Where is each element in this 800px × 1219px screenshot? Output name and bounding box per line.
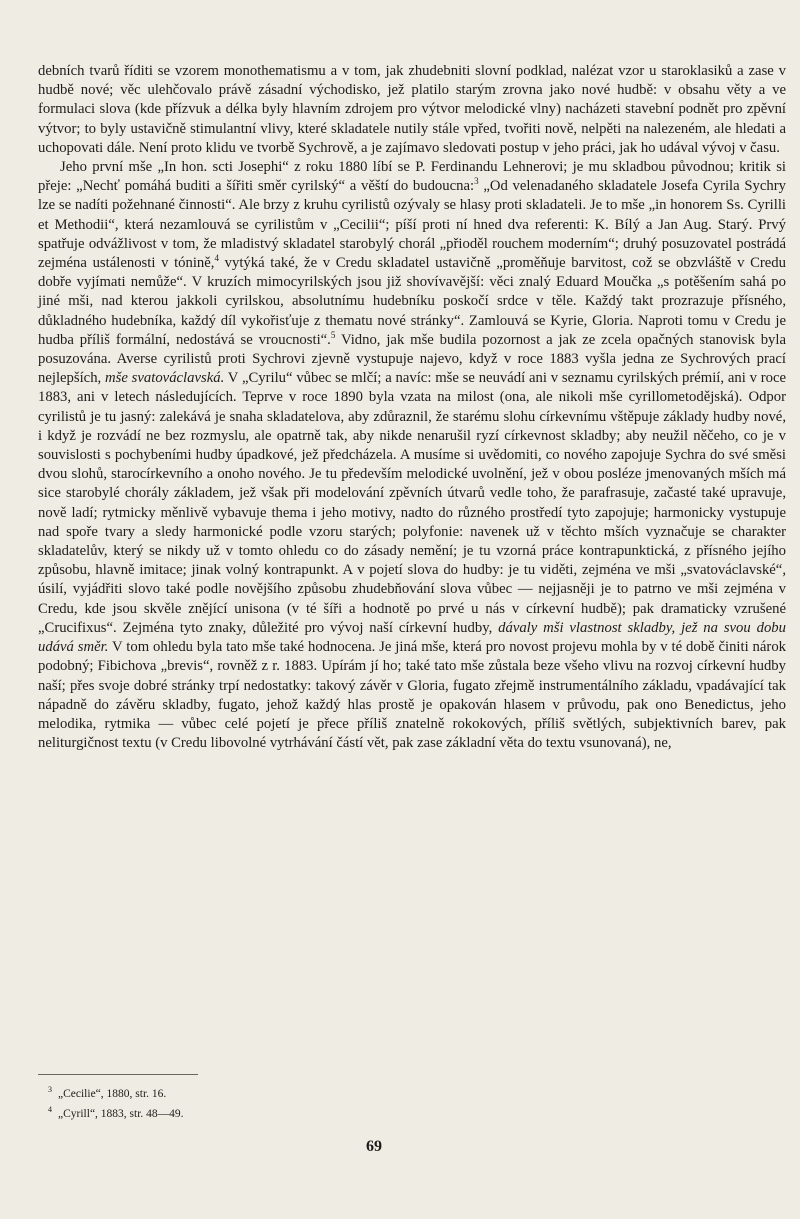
footnote-ref-3: 3 (474, 176, 479, 187)
footnote-ref-4: 4 (214, 253, 219, 264)
paragraph-2-part-a: Jeho první mše „In hon. scti Josephi“ z roku 1880 líbí se P. Ferdinandu Lehnerovi; je mu skladbou původnou; kritik si přeje: „Nechť pomáhá buditi a šířiti směr cyrilský“ a věští do budoucna: (38, 159, 786, 195)
paragraph-2-part-d: Vidno, jak mše budila pozornost a jak ze zcela opačných stanovisk byla posuzována. Averse cyrilistů proti Sychrovi zjevně vystupuje najevo, když v roce 1883 vyšla jedna ze Sychrových prací nejlepších, (38, 331, 786, 387)
body-text (38, 62, 786, 753)
footnote-number: 4 (48, 1104, 52, 1114)
footnote-number: 3 (48, 1085, 52, 1094)
paragraph-2-part-f: V tom ohledu byla tato mše také hodnocena. Je jiná mše, která pro novost projevu mohla by v té době činiti nárok podobný; Fibichova „brevis“, rovněž z r. 1883. Upírám jí ho; také tato mše zůstala beze všeho vlivu na rozvoj církevní hudby naší; přes svoje dobré stránky trpí nedostatky: takový závěr v Gloria, fugato zřejmě instrumentálního základu, vpadávající tak nápadně do závěru skladby, fugato, jehož každý hlas prostě je opakován hlasem v průvodu, pak ono Benedictus, jeho melodika, rytmika — vůbec celé pojetí je přece příliš znatelně rokokových, příliš světlých, subjektivních barev, pak neliturgičnost textu (v Credu libovolné vytrhávání částí vět, pak zase základní věta do textu vsunovaná), ne, (38, 639, 787, 752)
footnote-divider (38, 1074, 198, 1075)
emphasis-mass-title: mše svatováclavská. (105, 370, 225, 387)
paragraph-2-part-c: vytýká také, že v Credu skladatel ustavičně „proměňuje barvitost, což se obzvláště v Credu dobře vyjímati nemůže“. V kruzích mimocyrilských jsou již shovívavější: věci znalý Eduard Moučka „s potěšením sahá po jiné mši, nad kterou jakkoli cyrilskou, absolutnímu hudebníku poskočí srdce v těle. Každý takt prozrazuje přísného, důkladného hudebníka, každý díl vykořisťuje z thematu nové stránky“. Zamlouvá se Kyrie, Gloria. Naproti tomu v Credu je hudba příliš formální, nedostává se vroucnosti“. (38, 255, 786, 348)
footnote-4 (48, 1102, 728, 1122)
page-number: 69 (366, 1138, 382, 1155)
emphasis-direction: dávaly mši vlastnost skladby, jež na svou dobu udává směr. (38, 619, 786, 656)
paragraph-1: debních tvarů říditi se vzorem monothematismu a v tom, jak zhudebniti slovní podklad, nalézat vzor u staroklasiků a zase v hudbě nové; věc ulehčovalo právě zásadní východisko, jež platilo starým zrovna jako nové hudbě: v obsahu věty a ve formulaci slova (kde přízvuk a délka byly hlavním zdrojem pro výtvor melodické vlny) nacházeti stavební podnět pro zpěvní výtvor; to byly ustavičně stimulantní vlivy, které skladatele nutily stále vpřed, tvořiti nově, nelpěti na nalezeném, ale hledati a uchopovati dále. Není proto klidu ve tvorbě Sychrově, a je zajímavo sledovati postup v jeho práci, jak ho udával vývoj v času. (38, 63, 786, 156)
paragraph-2 (38, 158, 786, 753)
paragraph-2-part-e: V „Cyrilu“ vůbec se mlčí; a navíc: mše se neuvádí ani v seznamu cyrilských prémií, ani v roce 1883, ani v letech následujících. Teprve v roce 1890 byla vzata na milost (ona, ale nikoli mše cyrillometodějská). Odpor cyrilistů je tu jasný: zalekává je snaha skladatelova, aby zdůraznil, že starému slohu církevnímu vštěpuje základy hudby nové, i když je rozvádí ne bez rozmyslu, ale opatrně tak, aby nikde nenarušil ryzí církevnost skladby; aby neužil něčeho, co je v souvislosti s pochybeními hudby úpadkové, jež předcházela. A musíme si uvědomiti, co nového zapojuje Sychra do své směsi dvou slohů, starocírkevního a onoho nového. Je tu především melodické uvolnění, jež v obou posléze jmenovaných mších má sice starobylé chorály základem, jež však při modelování zpěvních útvarů vedle toho, že parafrasuje, začasté také upravuje, nově ladí; rytmicky měnlivě vybavuje thema i jeho motivy, nadto do různého prostředí tyto zapojuje; harmonicky vystupuje nad spoře tvary a sledy harmonické podle vzoru starých; polyfonie: navenek už v těchto mších vyznačuje se charakter skladatelův, který se nikdy už v tomto ohledu co do zásady nemění; je tu vzorná práce kontrapunktická, z přísného jejího způsobu, hlavně imitace; jinak volný kontrapunkt. A v pojetí slova do hudby: je tu viděti, zejména ve mši „svatováclavské“, úsilí, vyjádřiti slovo také podle novějšího způsobu zhudebňování slova vůbec — nejjasněji je to patrno ve mši zejména v Credu, kde jsou skvěle znějící unisona (v té šíři a hodnotě po prvé u nás v církevní hudbě); pak dramaticky vzrušené „Crucifixus“. Zejména tyto znaky, důležité pro vývoj naší církevní hudby, (38, 370, 787, 636)
footnote-text: „Cyrill“, 1883, str. 48—49. (58, 1107, 184, 1120)
paragraph-2-part-b: „Od velenadaného skladatele Josefa Cyrila Sychry lze se nadíti požehnané činnosti“. Ale brzy z kruhu cyrilistů ozývaly se hlasy proti skladateli. Je to mše „in honorem Ss. Cyrilli et Methodii“, která nezamlouvá se cyrilistům v „Cecilii“; píší proti ní hned dva referenti: K. Bílý a Jan Aug. Starý. Prvý spatřuje odvážlivost v tom, že mladistvý skladatel starobylý chorál „přioděl rouchem moderním“; druhý posuzovatel postrádá zejména ustálenosti v tónině, (38, 178, 786, 272)
footnotes (48, 1082, 728, 1122)
footnote-text: „Cecilie“, 1880, str. 16. (58, 1087, 167, 1100)
footnote-3 (48, 1082, 728, 1102)
footnote-ref-5: 5 (330, 329, 336, 340)
